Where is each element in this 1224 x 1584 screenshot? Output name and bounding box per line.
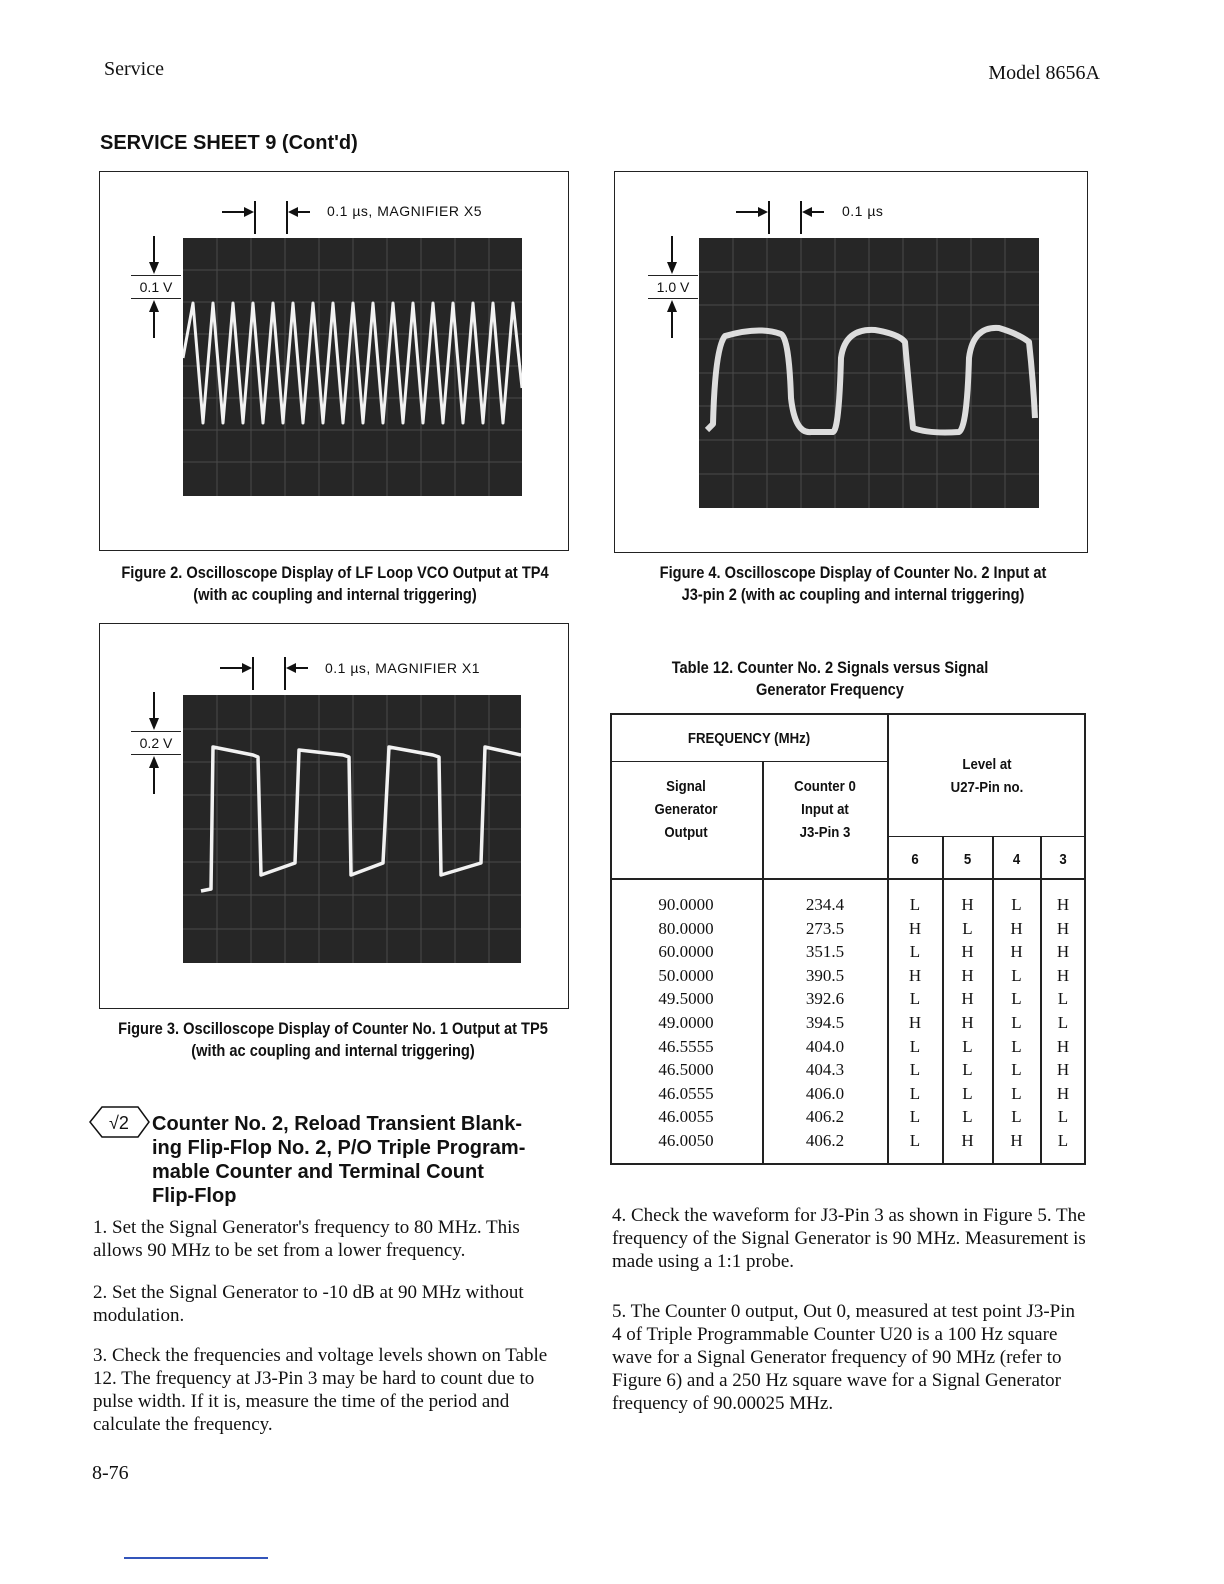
- level-pin4-cell: H: [1010, 918, 1023, 938]
- level-pin5-cell: H: [961, 989, 974, 1009]
- figure2-scope-screen: [183, 238, 522, 496]
- signal-generator-cell: 46.5000: [658, 1060, 714, 1080]
- signal-generator-cell: 80.0000: [658, 918, 714, 938]
- figure3-caption-line1: Figure 3. Oscilloscope Display of Counter No. 1 Output at TP5: [118, 1019, 548, 1038]
- figure3-time-marker: [218, 654, 308, 694]
- level-pin5-cell: L: [962, 918, 973, 938]
- table12-pin-4: 4: [1012, 851, 1021, 868]
- counter-input-cell: 404.0: [805, 1036, 845, 1056]
- table12-level-header: Level at U27-Pin no.: [950, 756, 1024, 796]
- figure2-time-label: 0.1 µs, MAGNIFIER X5: [327, 203, 482, 219]
- figure3-volt-label: 0.2 V: [131, 731, 181, 755]
- table12-col-counter-header: Counter 0 Input at J3-Pin 3: [794, 778, 856, 841]
- footer-rule: [124, 1557, 268, 1559]
- signal-generator-cell: 50.0000: [658, 965, 714, 985]
- table12-caption-line2: Generator Frequency: [756, 680, 904, 699]
- level-pin5-cell: L: [962, 1060, 973, 1080]
- signal-generator-cell: 49.5000: [658, 989, 714, 1009]
- page-number: 8-76: [92, 1462, 129, 1484]
- table-row: [610, 1105, 1086, 1129]
- section-badge: [88, 1104, 150, 1145]
- level-pin5-cell: L: [962, 1083, 973, 1103]
- signal-generator-cell: 90.0000: [658, 895, 714, 914]
- figure4-volt-label: 1.0 V: [648, 275, 698, 299]
- level-pin6-cell: L: [909, 1083, 921, 1103]
- level-pin6-cell: L: [909, 1131, 921, 1150]
- signal-generator-cell: 49.0000: [658, 1013, 714, 1032]
- table12-group-header: FREQUENCY (MHz): [687, 730, 811, 747]
- signal-generator-cell: 46.5555: [658, 1036, 714, 1056]
- counter-input-cell: 406.2: [805, 1107, 845, 1127]
- level-pin3-cell: H: [1056, 895, 1070, 914]
- level-pin6-cell: L: [909, 1036, 921, 1056]
- level-pin5-cell: H: [961, 895, 974, 914]
- table-row: [610, 1058, 1086, 1082]
- table-row: [610, 940, 1086, 964]
- figure2-time-marker: [220, 198, 310, 238]
- step-5: 5. The Counter 0 output, Out 0, measured at test point J3-Pin 4 of Triple Programmable Counter U20 is a 100 Hz square wave for a Signal Generator frequency of 90 MHz (refer to Figure 6) and a 250 Hz square wave for a Signal Generator frequency of 90.00025 MHz.: [612, 1301, 1075, 1414]
- table-row: [610, 987, 1086, 1011]
- table12-body: [610, 893, 1086, 1159]
- figure2-caption: [99, 562, 572, 606]
- table-row: [610, 1011, 1086, 1035]
- signal-generator-cell: 46.0055: [658, 1107, 714, 1127]
- table-row: [610, 1035, 1086, 1059]
- counter-input-cell: 273.5: [805, 918, 845, 938]
- sheet-title: SERVICE SHEET 9 (Cont'd): [100, 132, 358, 154]
- level-pin6-cell: L: [909, 1060, 921, 1080]
- figure4-scope-screen: [699, 238, 1039, 508]
- step-1: 1. Set the Signal Generator's frequency to 80 MHz. This allows 90 MHz to be set from a lower frequency.: [93, 1217, 520, 1261]
- level-pin3-cell: L: [1057, 989, 1069, 1009]
- level-pin6-cell: L: [909, 1107, 921, 1127]
- signal-generator-cell: 46.0555: [658, 1083, 714, 1103]
- figure3-caption-line2: (with ac coupling and internal triggering): [191, 1041, 475, 1060]
- figure4-caption-line2: J3-pin 2 (with ac coupling and internal triggering): [681, 585, 1025, 604]
- level-pin6-cell: L: [909, 895, 921, 914]
- figure4-waveform: [707, 328, 1035, 433]
- level-pin4-cell: L: [1011, 965, 1022, 985]
- level-pin5-cell: L: [962, 1107, 973, 1127]
- level-pin4-cell: L: [1011, 1036, 1022, 1056]
- figure4-time-marker: [734, 198, 824, 238]
- running-header-right: Model 8656A: [988, 62, 1100, 84]
- level-pin4-cell: L: [1011, 1060, 1022, 1080]
- table-row: [610, 893, 1086, 917]
- level-pin6-cell: H: [908, 918, 922, 938]
- level-pin5-cell: L: [962, 1036, 973, 1056]
- level-pin6-cell: L: [909, 942, 921, 962]
- counter-input-cell: 392.6: [805, 989, 845, 1009]
- table12: [610, 713, 1086, 1165]
- level-pin3-cell: H: [1056, 942, 1070, 962]
- figure4-caption-line1: Figure 4. Oscilloscope Display of Counter No. 2 Input at: [659, 563, 1047, 582]
- level-pin3-cell: H: [1056, 965, 1070, 985]
- table12-pin-6: 6: [911, 851, 919, 868]
- signal-generator-cell: 46.0050: [658, 1131, 714, 1150]
- level-pin4-cell: L: [1011, 1107, 1022, 1127]
- figure2-caption-line1: Figure 2. Oscilloscope Display of LF Loop VCO Output at TP4: [121, 563, 549, 582]
- table12-caption-line1: Table 12. Counter No. 2 Signals versus Signal: [671, 658, 989, 677]
- counter-input-cell: 406.2: [805, 1131, 845, 1150]
- table12-col-signal-header: Signal Generator Output: [654, 778, 718, 841]
- counter-input-cell: 406.0: [805, 1083, 845, 1103]
- table12-caption: [615, 657, 1045, 701]
- level-pin3-cell: H: [1056, 1060, 1070, 1080]
- figure2-caption-line2: (with ac coupling and internal triggering): [193, 585, 477, 604]
- level-pin4-cell: L: [1011, 895, 1022, 914]
- counter-input-cell: 390.5: [805, 965, 845, 985]
- step-4: 4. Check the waveform for J3-Pin 3 as shown in Figure 5. The frequency of the Signal Generator is 90 MHz. Measurement is made using a 1:1 probe.: [612, 1205, 1086, 1272]
- section-heading: Counter No. 2, Reload Transient Blank- ing Flip-Flop No. 2, P/O Triple Program- mable Counter and Terminal Count Flip-Flop: [152, 1113, 526, 1207]
- level-pin6-cell: L: [909, 989, 921, 1009]
- level-pin4-cell: L: [1011, 989, 1022, 1009]
- signal-generator-cell: 60.0000: [658, 942, 714, 962]
- table-row: [610, 917, 1086, 941]
- level-pin3-cell: H: [1056, 1083, 1070, 1103]
- table-row: [610, 964, 1086, 988]
- counter-input-cell: 404.3: [805, 1060, 845, 1080]
- level-pin4-cell: L: [1011, 1083, 1022, 1103]
- level-pin3-cell: L: [1057, 1107, 1069, 1127]
- table12-pin-5: 5: [963, 851, 972, 868]
- level-pin5-cell: H: [961, 965, 974, 985]
- step-3: 3. Check the frequencies and voltage levels shown on Table 12. The frequency at J3-Pin 3 may be hard to count due to pulse width. If it is, measure the time of the period and calculate the frequency.: [93, 1345, 548, 1435]
- counter-input-cell: 234.4: [805, 895, 845, 914]
- level-pin3-cell: L: [1057, 1013, 1069, 1032]
- level-pin5-cell: H: [961, 1131, 974, 1150]
- level-pin4-cell: L: [1011, 1013, 1022, 1032]
- table-row: [610, 1129, 1086, 1153]
- figure3-scope-screen: [183, 695, 521, 963]
- table12-pin-3: 3: [1059, 851, 1067, 868]
- counter-input-cell: 394.5: [805, 1013, 845, 1032]
- level-pin6-cell: H: [908, 1013, 922, 1032]
- level-pin5-cell: H: [961, 1013, 974, 1032]
- table-row: [610, 1082, 1086, 1106]
- figure4-caption: [617, 562, 1090, 606]
- counter-input-cell: 351.5: [805, 942, 845, 962]
- level-pin4-cell: H: [1010, 1131, 1023, 1150]
- figure2-volt-label: 0.1 V: [131, 275, 181, 299]
- level-pin3-cell: L: [1057, 1131, 1069, 1150]
- running-header-left: Service: [104, 58, 164, 80]
- level-pin6-cell: H: [908, 965, 922, 985]
- level-pin5-cell: H: [961, 942, 974, 962]
- level-pin3-cell: H: [1056, 918, 1070, 938]
- figure4-time-label: 0.1 µs: [842, 203, 884, 219]
- level-pin3-cell: H: [1056, 1036, 1070, 1056]
- level-pin4-cell: H: [1010, 942, 1023, 962]
- figure3-caption: [97, 1018, 570, 1062]
- section-badge-label: √2: [109, 1113, 129, 1133]
- figure3-waveform: [201, 747, 521, 891]
- figure3-time-label: 0.1 µs, MAGNIFIER X1: [325, 660, 480, 676]
- step-2: 2. Set the Signal Generator to -10 dB at 90 MHz without modulation.: [93, 1282, 524, 1326]
